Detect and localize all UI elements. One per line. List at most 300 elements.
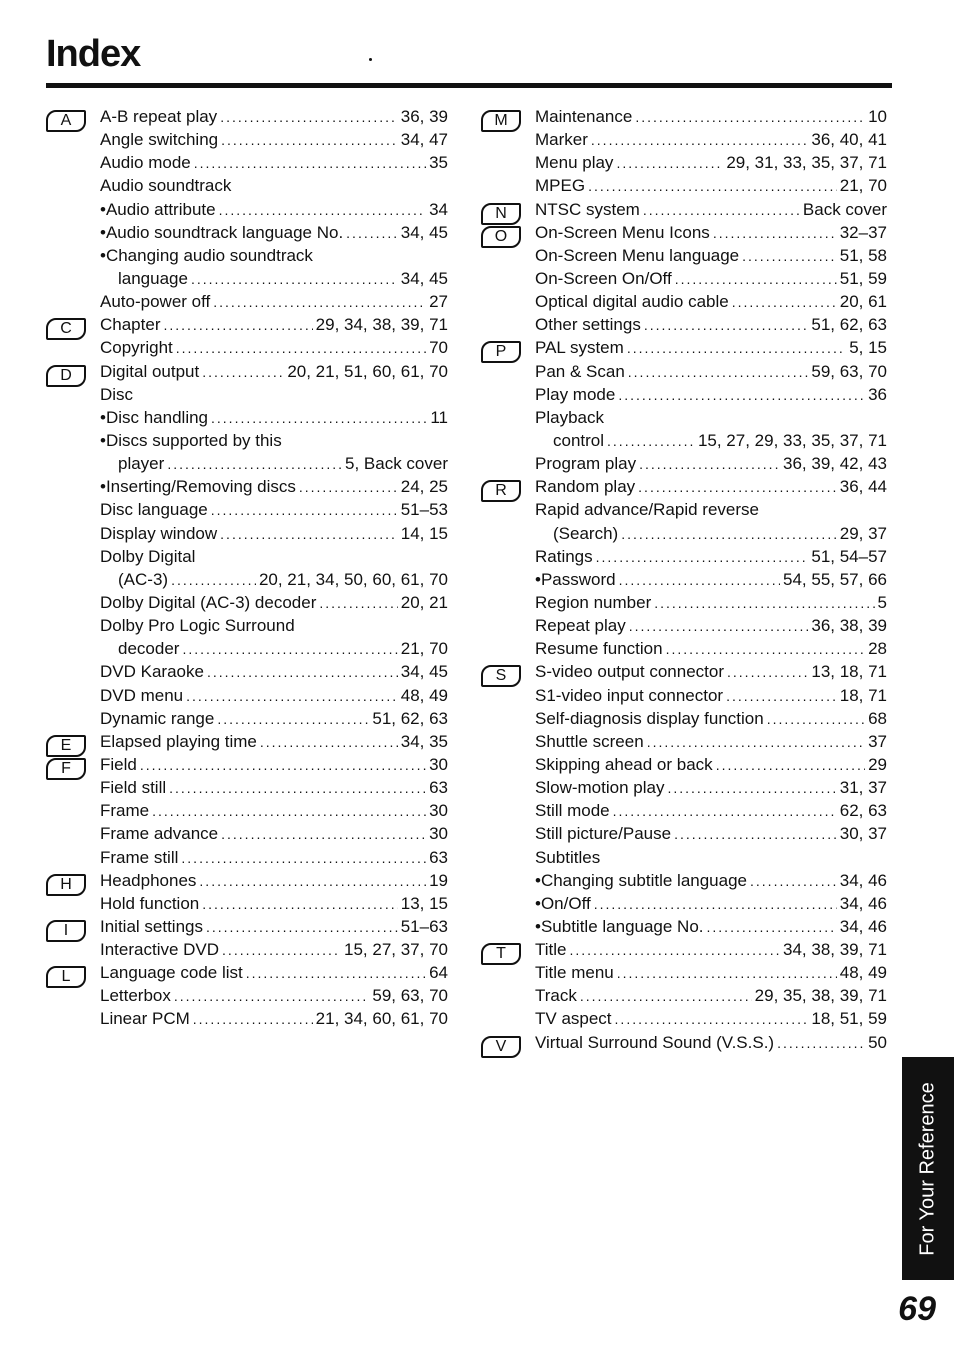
- index-entry: [100, 174, 448, 197]
- page-references: Back cover: [802, 199, 887, 219]
- dot-leader: [742, 245, 837, 268]
- index-term: Chapter: [100, 315, 161, 335]
- index-term: Dolby Pro Logic Surround: [100, 616, 295, 636]
- page-references: 35: [429, 153, 448, 173]
- letter-badge: D: [46, 365, 86, 387]
- dot-leader: [627, 337, 846, 360]
- index-entry: [535, 984, 887, 1007]
- index-entry: [100, 545, 448, 568]
- page-references: 34: [429, 199, 448, 219]
- index-term: NTSC system: [535, 199, 640, 219]
- dot-leader: [199, 870, 426, 893]
- index-letter-group: [481, 105, 887, 198]
- index-entry: [535, 545, 887, 568]
- letter-badge: N: [481, 203, 521, 225]
- index-term: Program play: [535, 454, 637, 474]
- page-references: 64: [429, 963, 448, 983]
- page-references: 36: [868, 384, 887, 404]
- index-entry: [535, 915, 887, 938]
- dot-leader: [181, 847, 426, 870]
- index-entry: [535, 221, 887, 244]
- index-entry: [100, 452, 448, 475]
- dot-leader: [169, 777, 426, 800]
- index-letter-group: [481, 221, 887, 337]
- index-term: Resume function: [535, 639, 663, 659]
- index-term: •Changing subtitle language: [535, 870, 748, 890]
- dot-leader: [202, 361, 284, 384]
- dot-leader: [617, 962, 837, 985]
- dot-leader: [635, 106, 865, 129]
- page-references: 63: [429, 778, 448, 798]
- index-entry-list: [100, 730, 448, 753]
- index-entry-list: [535, 475, 887, 660]
- dot-leader: [193, 1008, 313, 1031]
- index-entry: [100, 198, 448, 221]
- index-entry: [535, 684, 887, 707]
- index-letter-group: [481, 1031, 887, 1054]
- dot-leader: [167, 453, 342, 476]
- index-term: Other settings: [535, 315, 641, 335]
- page-references: 18, 71: [839, 685, 887, 705]
- index-entry: [100, 776, 448, 799]
- index-entry: [535, 383, 887, 406]
- index-term: Letterbox: [100, 986, 171, 1006]
- page-references: 20, 61: [839, 292, 887, 312]
- dot-leader: [615, 1008, 809, 1031]
- index-term: Frame advance: [100, 824, 219, 844]
- index-entry: [100, 244, 448, 267]
- index-entry: [535, 846, 887, 869]
- page-references: 59, 63, 70: [811, 361, 887, 381]
- index-term: Frame: [100, 801, 150, 821]
- index-entry: [100, 221, 448, 244]
- page-references: 34, 46: [839, 870, 887, 890]
- index-entry: [100, 938, 448, 961]
- letter-badge: I: [46, 920, 86, 942]
- index-entry: [100, 267, 448, 290]
- index-term: Disc: [100, 384, 134, 404]
- index-term: Play mode: [535, 384, 616, 404]
- dot-leader: [186, 685, 398, 708]
- letter-badge: T: [481, 943, 521, 965]
- index-entry: [535, 961, 887, 984]
- index-entry: [100, 730, 448, 753]
- index-entry: [100, 822, 448, 845]
- index-entry: [100, 151, 448, 174]
- index-entry: [535, 753, 887, 776]
- dot-leader: [666, 638, 866, 661]
- index-entry-list: [535, 1031, 887, 1054]
- page-references: 11: [430, 407, 448, 427]
- index-term: DVD menu: [100, 685, 184, 705]
- index-term: Angle switching: [100, 130, 219, 150]
- dot-leader: [594, 893, 837, 916]
- index-entry: [535, 267, 887, 290]
- index-term: Auto-power off: [100, 292, 211, 312]
- page-references: 20, 21, 51, 60, 61, 70: [287, 361, 448, 381]
- page-references: 21, 70: [400, 639, 448, 659]
- index-entry: [535, 452, 887, 475]
- dot-leader: [638, 476, 837, 499]
- speck: [369, 58, 372, 61]
- index-entry: [100, 290, 448, 313]
- index-entry: [100, 105, 448, 128]
- dot-leader: [220, 106, 398, 129]
- letter-badge: P: [481, 341, 521, 363]
- page-references: 5, 15: [849, 338, 887, 358]
- index-entry: [100, 591, 448, 614]
- index-term: (AC-3): [118, 569, 169, 589]
- dot-leader: [570, 939, 781, 962]
- dot-leader: [221, 823, 426, 846]
- index-term: Pan & Scan: [535, 361, 625, 381]
- dot-leader: [299, 476, 398, 499]
- index-entry: [100, 360, 448, 383]
- index-term: Digital output: [100, 361, 200, 381]
- index-entry: [535, 313, 887, 336]
- index-term: •Disc handling: [100, 407, 209, 427]
- dot-leader: [191, 268, 398, 291]
- index-term: On-Screen Menu Icons: [535, 222, 710, 242]
- dot-leader: [727, 661, 808, 684]
- index-term: •Inserting/Removing discs: [100, 477, 296, 497]
- index-entry-list: [535, 660, 887, 938]
- page-references: 27: [429, 292, 448, 312]
- dot-leader: [713, 222, 837, 245]
- index-term: DVD Karaoke: [100, 662, 204, 682]
- dot-leader: [628, 361, 809, 384]
- index-term: Disc language: [100, 500, 208, 520]
- index-entry: [100, 614, 448, 637]
- dot-leader: [675, 268, 837, 291]
- dot-leader: [732, 291, 837, 314]
- index-letter-group: [481, 660, 887, 938]
- page-references: 36, 39: [400, 107, 448, 126]
- index-entry: [535, 614, 887, 637]
- index-term: decoder: [118, 639, 180, 659]
- dot-leader: [207, 661, 398, 684]
- index-term: Subtitles: [535, 847, 601, 867]
- index-letter-group: [46, 961, 448, 1030]
- dot-leader: [163, 314, 312, 337]
- index-entry: [535, 938, 887, 961]
- index-entry: [100, 984, 448, 1007]
- index-term: MPEG: [535, 176, 586, 196]
- letter-badge: H: [46, 874, 86, 896]
- dot-leader: [654, 592, 874, 615]
- index-entry: [535, 660, 887, 683]
- index-entry: [535, 406, 887, 429]
- dot-leader: [643, 199, 800, 222]
- letter-badge: V: [481, 1036, 521, 1058]
- dot-leader: [221, 129, 398, 152]
- dot-leader: [674, 823, 837, 846]
- letter-badge: R: [481, 480, 521, 502]
- index-entry: [100, 336, 448, 359]
- index-term: Elapsed playing time: [100, 731, 257, 751]
- index-entry: [100, 568, 448, 591]
- page-references: 48, 49: [839, 963, 887, 983]
- index-term: •Audio soundtrack language No.: [100, 222, 344, 242]
- index-term: Still mode: [535, 801, 610, 821]
- page-references: 51, 54–57: [811, 546, 887, 566]
- page-references: 5, Back cover: [345, 454, 448, 474]
- index-term: S-video output connector: [535, 662, 725, 682]
- index-term: Slow-motion play: [535, 778, 665, 798]
- page-references: 30, 37: [839, 824, 887, 844]
- index-letter-group: [46, 105, 448, 313]
- index-letter-group: [46, 360, 448, 730]
- letter-badge: S: [481, 665, 521, 687]
- index-entry-list: [100, 753, 448, 869]
- page-references: 34, 46: [839, 893, 887, 913]
- page-references: 51–53: [400, 500, 448, 520]
- dot-leader: [607, 430, 695, 453]
- index-term: Headphones: [100, 870, 197, 890]
- page-references: 34, 46: [839, 916, 887, 936]
- page-references: 30: [429, 754, 448, 774]
- page-references: 36, 39, 42, 43: [783, 454, 887, 474]
- index-entry: [100, 915, 448, 938]
- page-references: 51, 62, 63: [811, 315, 887, 335]
- dot-leader: [588, 175, 837, 198]
- index-term: Self-diagnosis display function: [535, 708, 764, 728]
- index-entry: [100, 660, 448, 683]
- index-entry: [535, 799, 887, 822]
- index-entry: [100, 429, 448, 452]
- index-term: Marker: [535, 130, 588, 150]
- dot-leader: [613, 800, 837, 823]
- index-term: control: [553, 430, 605, 450]
- dot-leader: [220, 523, 398, 546]
- page-references: 10: [868, 107, 887, 126]
- index-term: •Discs supported by this: [100, 430, 282, 450]
- index-entry-list: [100, 961, 448, 1030]
- index-entry-list: [100, 360, 448, 730]
- page-references: 24, 25: [400, 477, 448, 497]
- index-term: A-B repeat play: [100, 107, 218, 126]
- index-term: language: [118, 268, 188, 288]
- page-references: 37: [868, 731, 887, 751]
- page-references: 34, 45: [400, 268, 448, 288]
- index-term: •Subtitle language No.: [535, 916, 704, 936]
- page-references: 28: [868, 639, 887, 659]
- page-references: 36, 40, 41: [811, 130, 887, 150]
- index-term: Audio mode: [100, 153, 191, 173]
- dot-leader: [716, 754, 865, 777]
- index-term: S1-video input connector: [535, 685, 724, 705]
- index-entry: [100, 1007, 448, 1030]
- index-entry: [535, 568, 887, 591]
- index-entry: [100, 383, 448, 406]
- index-entry-list: [535, 198, 887, 221]
- index-term: Track: [535, 986, 577, 1006]
- index-term: Ratings: [535, 546, 593, 566]
- dot-leader: [618, 384, 865, 407]
- page-references: 18, 51, 59: [811, 1009, 887, 1029]
- index-term: On-Screen On/Off: [535, 268, 672, 288]
- index-term: Interactive DVD: [100, 940, 220, 960]
- index-column-right: [481, 105, 887, 1054]
- dot-leader: [667, 777, 836, 800]
- index-entry: [535, 1031, 887, 1054]
- page-references: 14, 15: [400, 523, 448, 543]
- index-entry: [535, 475, 887, 498]
- index-entry: [535, 730, 887, 753]
- page-references: 15, 27, 29, 33, 35, 37, 71: [697, 430, 887, 450]
- letter-badge: A: [46, 110, 86, 132]
- index-entry: [535, 522, 887, 545]
- index-entry: [535, 198, 887, 221]
- page-references: 63: [429, 847, 448, 867]
- index-entry: [100, 406, 448, 429]
- index-column-left: [46, 105, 448, 1031]
- dot-leader: [206, 916, 398, 939]
- page-title: Index: [46, 33, 141, 75]
- page-references: 70: [429, 338, 448, 358]
- page-references: 30: [429, 801, 448, 821]
- page-references: 48, 49: [400, 685, 448, 705]
- letter-badge: C: [46, 318, 86, 340]
- index-entry: [535, 637, 887, 660]
- dot-leader: [217, 708, 369, 731]
- index-term: PAL system: [535, 338, 624, 358]
- index-letter-group: [481, 198, 887, 221]
- index-term: Random play: [535, 477, 636, 497]
- index-entry: [535, 869, 887, 892]
- index-entry-list: [100, 105, 448, 313]
- index-entry: [535, 128, 887, 151]
- page-references: 34, 38, 39, 71: [783, 940, 887, 960]
- page-references: 20, 21, 34, 50, 60, 61, 70: [258, 569, 448, 589]
- index-entry: [100, 961, 448, 984]
- dot-leader: [174, 985, 369, 1008]
- index-entry: [100, 498, 448, 521]
- dot-leader: [619, 569, 780, 592]
- page-references: 13, 15: [400, 893, 448, 913]
- index-entry: [535, 336, 887, 359]
- index-term: player: [118, 454, 165, 474]
- letter-badge: L: [46, 966, 86, 988]
- index-term: Optical digital audio cable: [535, 292, 729, 312]
- page-references: 30: [429, 824, 448, 844]
- dot-leader: [591, 129, 808, 152]
- dot-leader: [202, 893, 398, 916]
- dot-leader: [629, 615, 809, 638]
- index-term: Repeat play: [535, 616, 626, 636]
- letter-badge: O: [481, 226, 521, 248]
- index-entry: [100, 892, 448, 915]
- index-entry-list: [535, 336, 887, 475]
- index-letter-group: [46, 313, 448, 359]
- index-term: Language code list: [100, 963, 243, 983]
- index-term: •Audio attribute: [100, 199, 216, 219]
- page-references: 29: [868, 754, 887, 774]
- page-references: 32–37: [839, 222, 887, 242]
- dot-leader: [182, 638, 397, 661]
- index-entry: [535, 892, 887, 915]
- page-references: 13, 18, 71: [811, 662, 887, 682]
- index-letter-group: [46, 753, 448, 869]
- side-tab-label: For Your Reference: [916, 1081, 939, 1256]
- index-term: Still picture/Pause: [535, 824, 672, 844]
- page-references: 54, 55, 57, 66: [783, 569, 887, 589]
- index-term: Region number: [535, 592, 652, 612]
- index-term: Skipping ahead or back: [535, 754, 713, 774]
- index-entry: [535, 822, 887, 845]
- index-term: Maintenance: [535, 107, 633, 126]
- index-entry-list: [100, 869, 448, 915]
- page-references: 51, 58: [839, 245, 887, 265]
- index-entry: [535, 498, 887, 521]
- page-references: 34, 35: [400, 731, 448, 751]
- dot-leader: [616, 152, 723, 175]
- index-entry: [100, 869, 448, 892]
- dot-leader: [621, 523, 837, 546]
- index-letter-group: [481, 938, 887, 1031]
- dot-leader: [211, 499, 398, 522]
- page-references: 51, 59: [839, 268, 887, 288]
- index-term: TV aspect: [535, 1009, 612, 1029]
- page-references: 29, 35, 38, 39, 71: [754, 986, 887, 1006]
- index-term: Initial settings: [100, 916, 203, 936]
- page-references: 19: [429, 870, 448, 890]
- index-entry: [100, 846, 448, 869]
- index-entry-list: [100, 915, 448, 961]
- index-letter-group: [481, 336, 887, 475]
- index-entry: [100, 707, 448, 730]
- page-references: 29, 31, 33, 35, 37, 71: [726, 153, 887, 173]
- letter-badge: E: [46, 735, 86, 757]
- page-references: 51–63: [400, 916, 448, 936]
- index-term: Field still: [100, 778, 167, 798]
- index-term: Playback: [535, 407, 604, 427]
- dot-leader: [213, 291, 426, 314]
- index-entry: [100, 684, 448, 707]
- index-entry-list: [535, 938, 887, 1031]
- dot-leader: [726, 685, 837, 708]
- dot-leader: [750, 870, 837, 893]
- dot-leader: [171, 569, 256, 592]
- page-references: 34, 45: [400, 662, 448, 682]
- page-references: 31, 37: [839, 778, 887, 798]
- dot-leader: [176, 337, 426, 360]
- index-entry: [100, 313, 448, 336]
- page-references: 50: [868, 1032, 887, 1052]
- page-number: 69: [898, 1290, 936, 1328]
- index-term: Copyright: [100, 338, 173, 358]
- index-entry-list: [535, 105, 887, 198]
- index-entry: [535, 151, 887, 174]
- page-references: 34, 47: [400, 130, 448, 150]
- index-term: Rapid advance/Rapid reverse: [535, 500, 759, 520]
- page-references: 15, 27, 37, 70: [344, 940, 448, 960]
- dot-leader: [140, 754, 426, 777]
- page-references: 5: [877, 592, 887, 612]
- index-entry: [535, 591, 887, 614]
- index-entry: [535, 429, 887, 452]
- index-entry-list: [535, 221, 887, 337]
- index-letter-group: [46, 915, 448, 961]
- title-rule: [46, 83, 892, 88]
- index-entry: [100, 799, 448, 822]
- index-term: Virtual Surround Sound (V.S.S.): [535, 1032, 775, 1052]
- dot-leader: [707, 916, 837, 939]
- dot-leader: [319, 592, 397, 615]
- index-term: •Password: [535, 569, 616, 589]
- index-term: Dolby Digital: [100, 546, 196, 566]
- index-term: Display window: [100, 523, 218, 543]
